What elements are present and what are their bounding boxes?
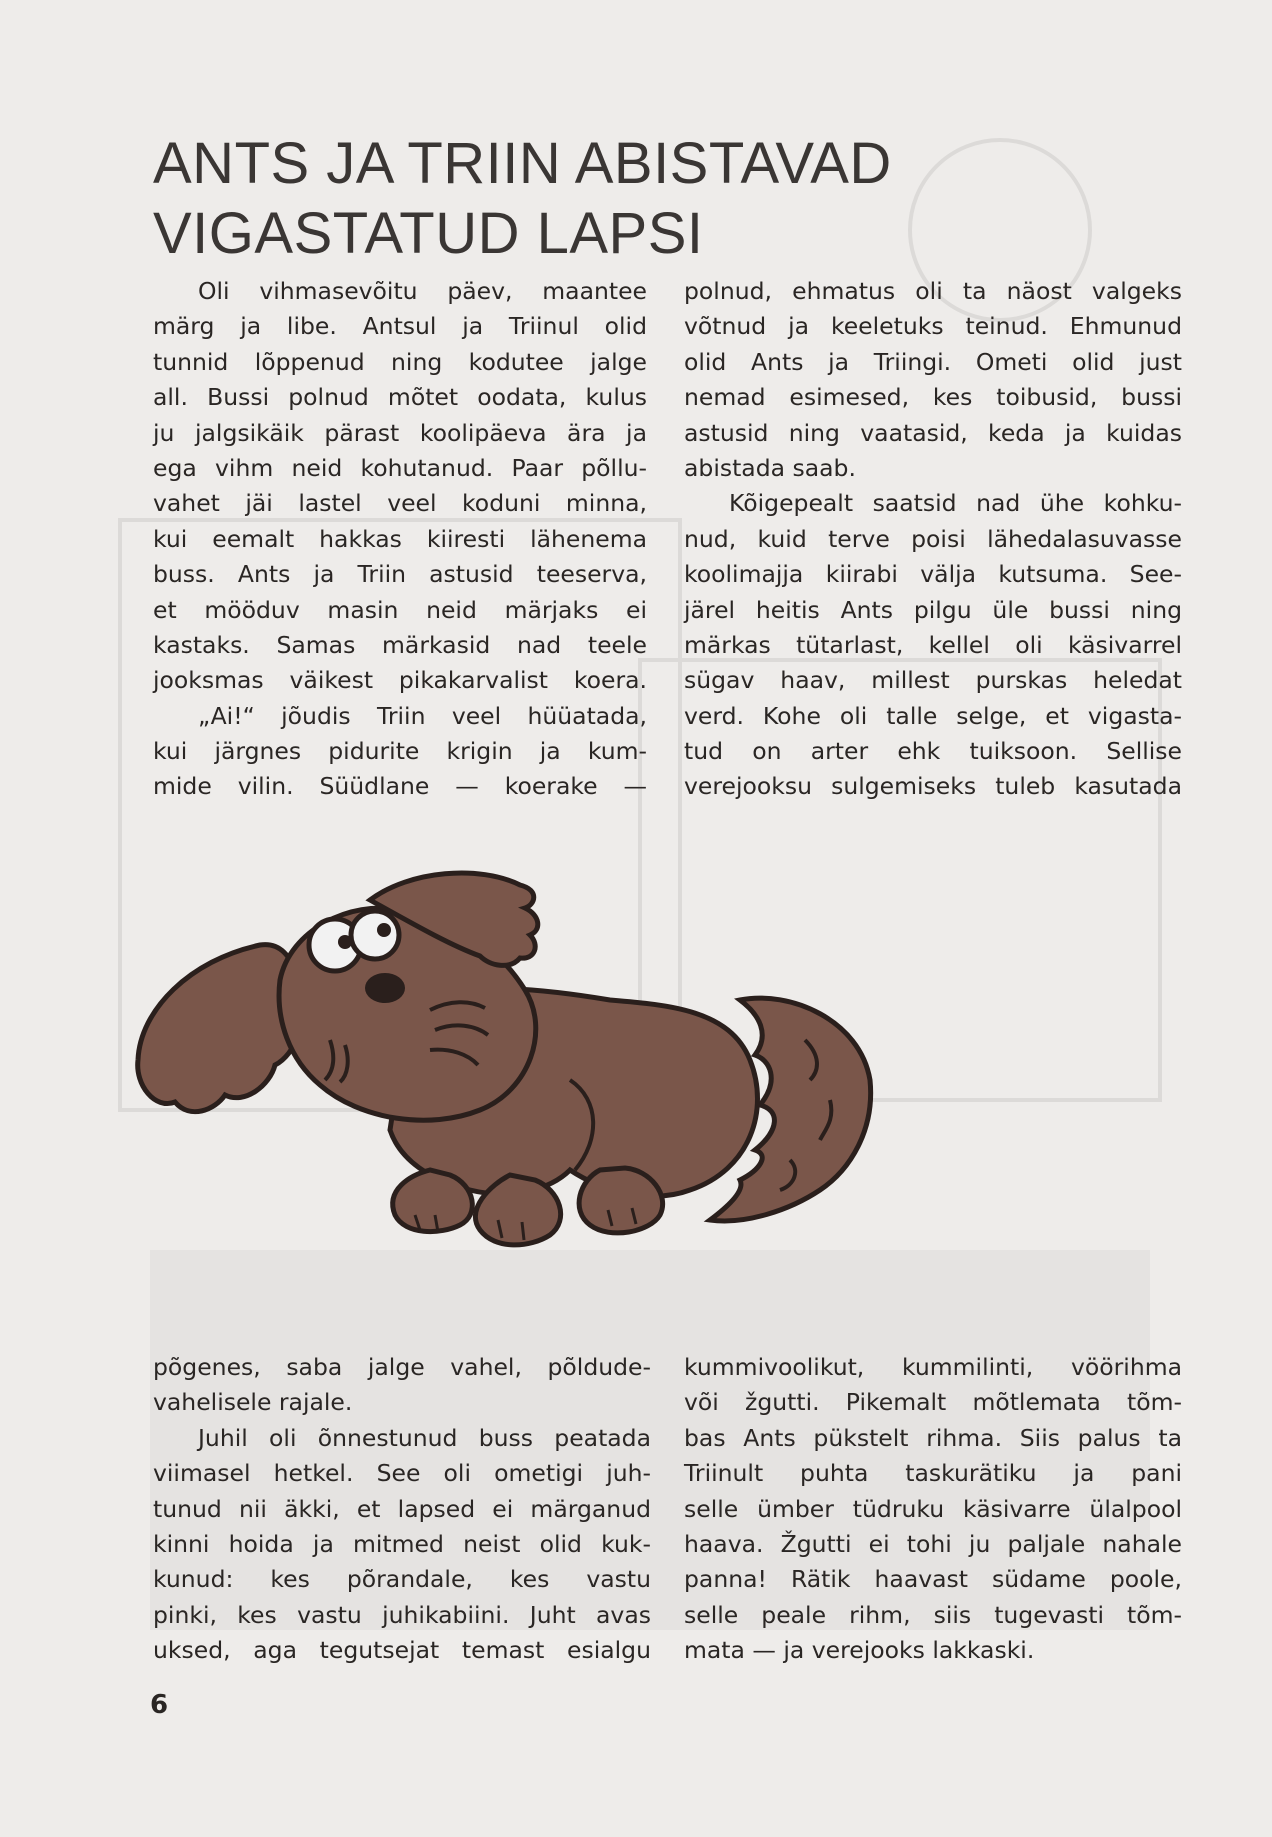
- text-column-3: [153, 1350, 651, 1669]
- text-line: tunnid lõppenud ning kodutee jalge: [153, 347, 647, 376]
- text-line: või žgutti. Pikemalt mõtlemata tõm-: [684, 1388, 1182, 1417]
- text-line: verejooksu sulgemiseks tuleb kasutada: [684, 772, 1182, 801]
- text-line: kinni hoida ja mitmed neist olid kuk-: [153, 1529, 651, 1558]
- text-line: Kõigepealt saatsid nad ühe kohku-: [729, 489, 1182, 518]
- text-line: selle peale rihm, siis tugevasti tõm-: [684, 1600, 1182, 1629]
- title-line-2: VIGASTATUD LAPSI: [153, 200, 704, 266]
- text-line: viimasel hetkel. See oli ometigi juh-: [153, 1459, 651, 1488]
- dog-paws: [393, 1168, 663, 1245]
- text-line: kummivoolikut, kummilinti, vöörihma: [684, 1353, 1182, 1381]
- page-number: 6: [150, 1690, 169, 1720]
- text-line: kui eemalt hakkas kiiresti lähenema: [153, 524, 647, 553]
- text-line: sügav haav, millest purskas heledat: [684, 666, 1182, 695]
- dog-nose: [365, 973, 405, 1003]
- text-line: kastaks. Samas märkasid nad teele: [153, 630, 647, 659]
- text-line: selle ümber tüdruku käsivarre ülalpool: [684, 1494, 1182, 1523]
- text-line: tunud nii äkki, et lapsed ei märganud: [153, 1494, 651, 1523]
- text-line: verd. Kohe oli talle selge, et vigasta-: [684, 701, 1182, 730]
- text-line: ju jalgsikäik pärast koolipäeva ära ja: [153, 418, 647, 447]
- text-line: bas Ants pükstelt rihma. Siis palus ta: [684, 1423, 1182, 1452]
- text-line: Oli vihmasevõitu päev, maantee: [198, 277, 647, 305]
- text-line: võtnud ja keeletuks teinud. Ehmunud: [684, 312, 1182, 341]
- text-line: märkas tütarlast, kellel oli käsivarrel: [684, 630, 1182, 659]
- text-column-1: [153, 274, 647, 805]
- text-line: pinki, kes vastu juhikabiini. Juht avas: [153, 1600, 651, 1629]
- text-line: et mööduv masin neid märjaks ei: [153, 595, 647, 624]
- text-line: tud on arter ehk tuiksoon. Sellise: [684, 737, 1182, 766]
- text-column-2: [684, 274, 1182, 805]
- text-line: buss. Ants ja Triin astusid teeserva,: [153, 560, 647, 589]
- text-line: kui järgnes pidurite krigin ja kum-: [153, 737, 647, 766]
- text-line: mata — ja verejooks lakkaski.: [684, 1636, 1035, 1665]
- text-line: nud, kuid terve poisi lähedalasuvasse: [684, 524, 1182, 553]
- text-line: haava. Žgutti ei tohi ju paljale nahale: [684, 1529, 1182, 1558]
- text-line: all. Bussi polnud mõtet oodata, kulus: [153, 383, 647, 412]
- text-line: järel heitis Ants pilgu üle bussi ning: [684, 595, 1182, 624]
- title-line-1: ANTS JA TRIIN ABISTAVAD: [153, 130, 892, 196]
- text-line: uksed, aga tegutsejat temast esialgu: [153, 1636, 651, 1665]
- text-line: panna! Rätik haavast südame poole,: [684, 1565, 1182, 1594]
- dog-illustration: [130, 870, 890, 1280]
- text-line: ega vihm neid kohutanud. Paar põllu-: [153, 453, 647, 482]
- text-line: polnud, ehmatus oli ta näost valgeks: [684, 277, 1182, 305]
- article-title: [153, 129, 1153, 269]
- text-line: vahelisele rajale.: [153, 1388, 353, 1417]
- text-line: astusid ning vaatasid, keda ja kuidas: [684, 418, 1182, 447]
- text-line: Juhil oli õnnestunud buss peatada: [198, 1423, 651, 1452]
- text-line: kunud: kes põrandale, kes vastu: [153, 1565, 651, 1594]
- text-line: koolimajja kiirabi välja kutsuma. See-: [684, 560, 1182, 589]
- text-line: märg ja libe. Antsul ja Triinul olid: [153, 312, 647, 341]
- text-line: põgenes, saba jalge vahel, põldude-: [153, 1353, 651, 1381]
- text-line: jooksmas väikest pikakarvalist koera.: [153, 666, 647, 695]
- text-line: olid Ants ja Triingi. Ometi olid just: [684, 347, 1182, 376]
- text-line: vahet jäi lastel veel koduni minna,: [153, 489, 647, 518]
- text-line: mide vilin. Süüdlane — koerake —: [153, 772, 647, 801]
- text-line: nemad esimesed, kes toibusid, bussi: [684, 383, 1182, 412]
- text-line: Triinult puhta taskurätiku ja pani: [684, 1459, 1182, 1488]
- dog-ear-left: [138, 945, 303, 1112]
- text-column-4: [684, 1350, 1182, 1669]
- text-line: „Ai!“ jõudis Triin veel hüüatada,: [198, 701, 647, 730]
- text-line: abistada saab.: [684, 453, 856, 482]
